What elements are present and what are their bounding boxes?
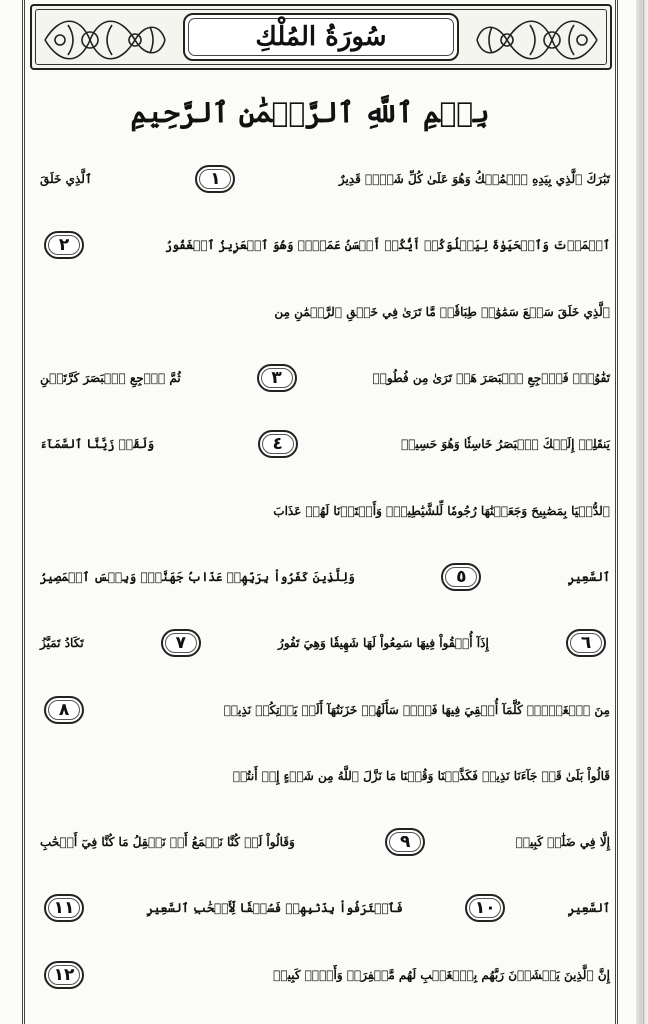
verse-text: فَٱعۡتَرَفُواْ بِذَنۢبِهِمۡ فَسُحۡقٗا لِّأَصۡحَٰبِ ٱلسَّعِيرِ — [146, 901, 403, 916]
verse-text: تَكَادُ تَمَيَّزُ — [40, 636, 84, 651]
text-line — [40, 146, 610, 212]
page-edge-line — [643, 0, 644, 1024]
ayah-number-marker — [44, 231, 84, 259]
ayah-number-marker — [161, 629, 201, 657]
ayah-number: ٤ — [272, 434, 283, 455]
ayah-number: ١٢ — [53, 964, 75, 985]
text-line — [40, 477, 610, 543]
arabesque-ornament-left — [40, 15, 170, 65]
verse-text: تَبَٰرَكَ ٱلَّذِي بِيَدِهِ ٱلۡمُلۡكُ وَهُوَ عَلَىٰ كُلِّ شَيۡءٖ قَدِيرٌ — [338, 172, 610, 187]
quran-text-lines — [40, 146, 610, 1008]
text-line — [40, 212, 610, 278]
ayah-number-marker — [44, 696, 84, 724]
text-line — [40, 610, 610, 676]
ayah-number: ١٠ — [474, 898, 496, 919]
text-line — [40, 676, 610, 742]
page-edge — [636, 0, 648, 1024]
verse-text: وَلَقَدۡ زَيَّنَّا ٱلسَّمَآءَ — [40, 437, 155, 452]
verse-text: يَنقَلِبۡ إِلَيۡكَ ٱلۡبَصَرُ خَاسِئٗا وَهُوَ حَسِيرٞ — [401, 437, 610, 452]
verse-text: إِذَآ أُلۡقُواْ فِيهَا سَمِعُواْ لَهَا شَهِيقٗا وَهِيَ تَفُورُ — [278, 636, 489, 651]
surah-header — [30, 4, 612, 70]
ayah-number-marker — [44, 894, 84, 922]
ayah-number: ٣ — [271, 368, 282, 389]
verse-text: وَلِلَّذِينَ كَفَرُواْ بِرَبِّهِمۡ عَذَابُ جَهَنَّمَۖ وَبِئۡسَ ٱلۡمَصِيرُ — [40, 569, 355, 584]
verse-text: وَقَالُواْ لَوۡ كُنَّا نَسۡمَعُ أَوۡ نَعۡقِلُ مَا كُنَّا فِيٓ أَصۡحَٰبِ — [40, 835, 295, 850]
verse-text: ٱلدُّنۡيَا بِمَصَٰبِيحَ وَجَعَلۡنَٰهَا رُجُومٗا لِّلشَّيَٰطِينِۖ وَأَعۡتَدۡنَا لَهُمۡ عَذَابَ — [273, 503, 610, 518]
text-line — [40, 544, 610, 610]
ayah-number: ٩ — [400, 832, 411, 853]
ayah-number: ١١ — [53, 898, 75, 919]
text-line — [40, 345, 610, 411]
text-line — [40, 942, 610, 1008]
surah-title-cartouche — [183, 13, 459, 61]
ayah-number: ٧ — [175, 633, 187, 654]
verse-text: إِلَّا فِي ضَلَٰلٖ كَبِيرٖ — [515, 835, 610, 850]
basmala: بِسۡمِ ٱللَّهِ ٱلرَّحۡمَٰنِ ٱلرَّحِيمِ — [130, 96, 490, 129]
arabesque-ornament-right — [472, 15, 602, 65]
text-line — [40, 809, 610, 875]
text-line — [40, 743, 610, 809]
ayah-number-marker — [385, 828, 425, 856]
verse-text: قَالُواْ بَلَىٰ قَدۡ جَآءَنَا نَذِيرٞ فَكَذَّبۡنَا وَقُلۡنَا مَا نَزَّلَ ٱللَّهُ مِن شَيۡءٍ إِنۡ أَنتُمۡ — [232, 768, 610, 783]
verse-text: ٱلسَّعِيرِ — [567, 569, 610, 584]
verse-text: ٱلَّذِي خَلَقَ — [40, 172, 92, 187]
text-line — [40, 279, 610, 345]
verse-text: ٱلۡمَوۡتَ وَٱلۡحَيَوٰةَ لِيَبۡلُوَكُمۡ أَيُّكُمۡ أَحۡسَنُ عَمَلٗاۚ وَهُوَ ٱلۡعَزِيزُ ٱلۡغَفُورُ — [165, 238, 610, 253]
ayah-number-marker — [195, 165, 235, 193]
text-line — [40, 875, 610, 941]
text-line — [40, 411, 610, 477]
ayah-number-marker — [465, 894, 505, 922]
verse-text: تَفَٰوُتٖۖ فَٱرۡجِعِ ٱلۡبَصَرَ هَلۡ تَرَىٰ مِن فُطُورٖ — [372, 371, 610, 386]
verse-text: مِنَ ٱلۡغَيۡظِۖ كُلَّمَآ أُلۡقِيَ فِيهَا فَوۡجٞ سَأَلَهُمۡ خَزَنَتُهَآ أَلَمۡ يَأۡتِكُمۡ نَذِيرٞ — [223, 702, 610, 717]
surah-title: سُورَةُ المُلْكِ — [255, 22, 387, 52]
ayah-number: ٢ — [58, 235, 70, 256]
verse-text: ٱلَّذِي خَلَقَ سَبۡعَ سَمَٰوَٰتٖ طِبَاقٗاۖ مَّا تَرَىٰ فِي خَلۡقِ ٱلرَّحۡمَٰنِ مِن — [274, 304, 610, 319]
verse-text: ثُمَّ ٱرۡجِعِ ٱلۡبَصَرَ كَرَّتَيۡنِ — [40, 371, 181, 386]
ayah-number-marker — [257, 364, 297, 392]
verse-text: ٱلسَّعِيرِ — [567, 901, 610, 916]
ayah-number-marker — [258, 430, 298, 458]
ayah-number: ٦ — [580, 633, 592, 654]
ayah-number: ١ — [210, 169, 221, 190]
verse-text: إِنَّ ٱلَّذِينَ يَخۡشَوۡنَ رَبَّهُم بِٱلۡغَيۡبِ لَهُم مَّغۡفِرَةٞ وَأَجۡرٞ كَبِيرٞ — [273, 967, 610, 982]
ayah-number-marker — [441, 563, 481, 591]
ayah-number-marker — [566, 629, 606, 657]
ayah-number: ٥ — [456, 566, 467, 587]
ayah-number: ٨ — [58, 699, 70, 720]
ayah-number-marker — [44, 961, 84, 989]
